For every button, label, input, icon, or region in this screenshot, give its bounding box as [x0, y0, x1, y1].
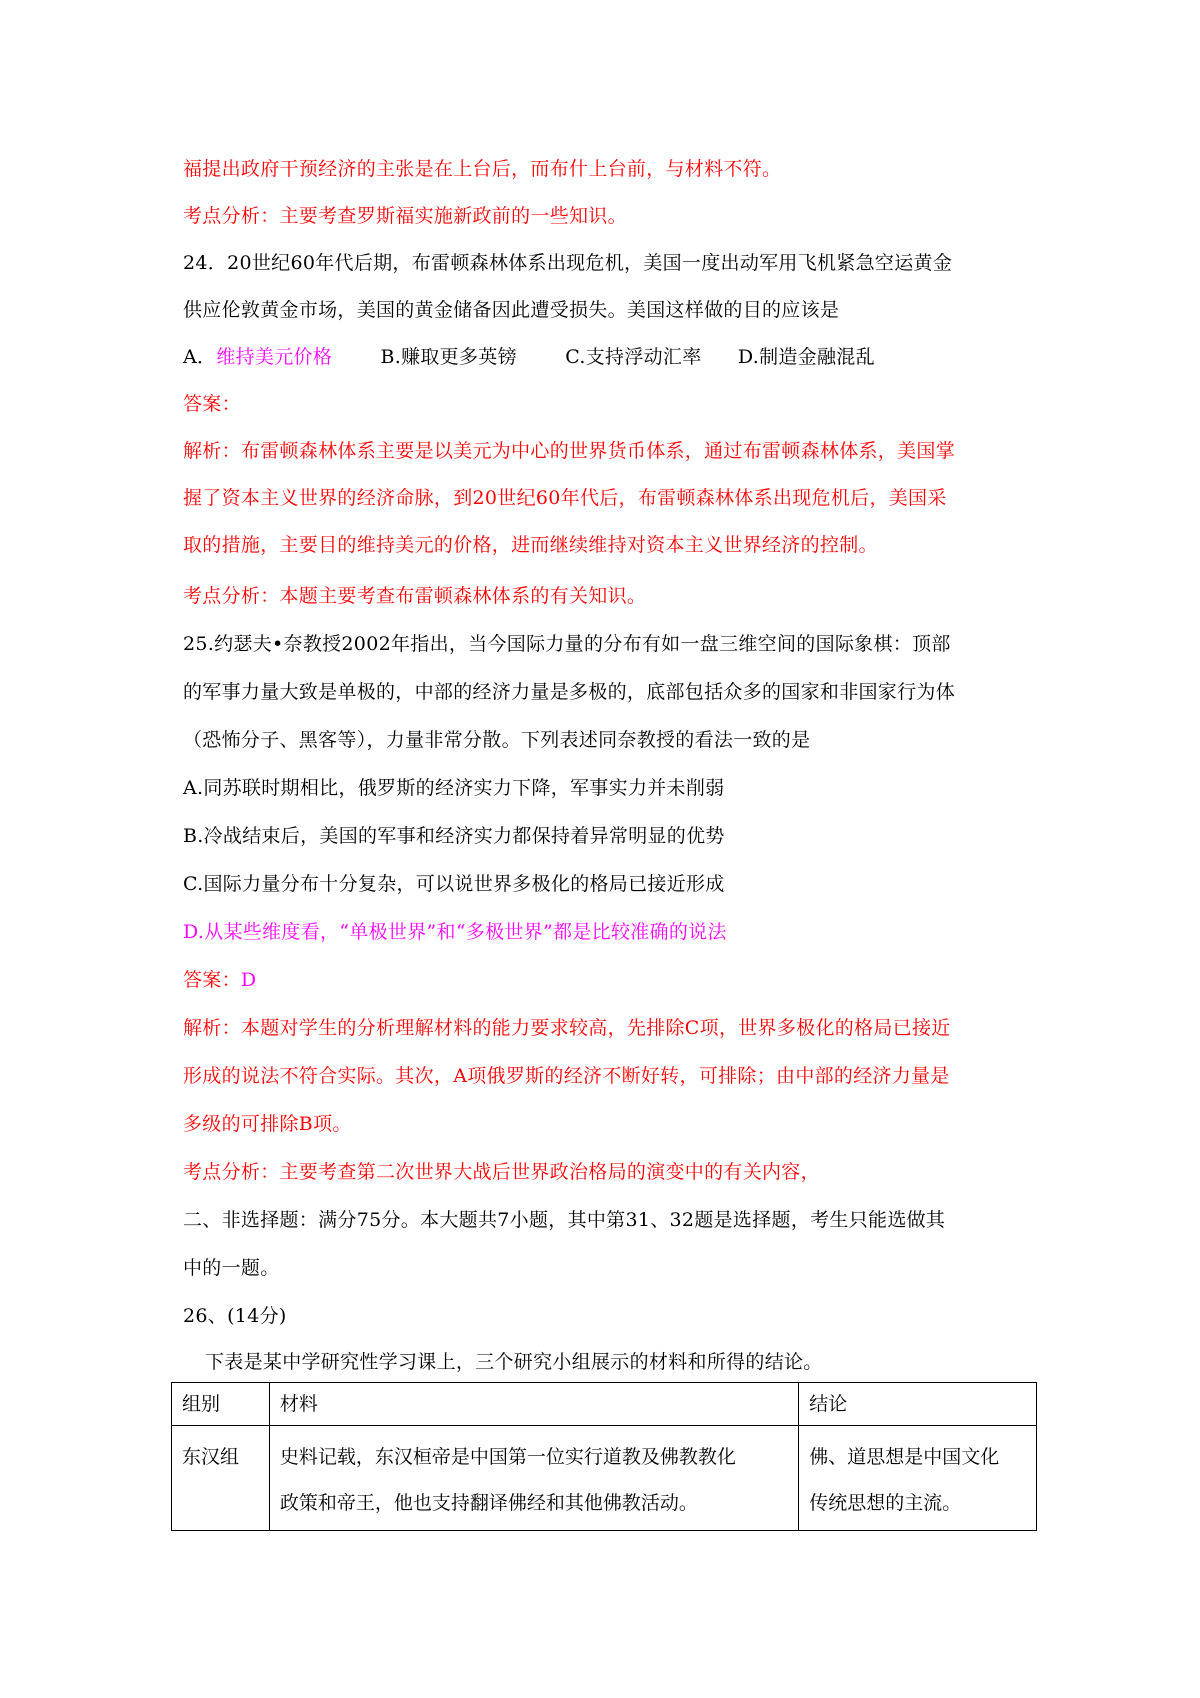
- option-a-line: A.同苏联时期相比，俄罗斯的经济实力下降，军事实力并未削弱: [183, 777, 725, 799]
- key-point-line: 考点分析：主要考查第二次世界大战后世界政治格局的演变中的有关内容，: [183, 1161, 820, 1183]
- cell-conclusion-line: 传统思想的主流。: [809, 1492, 962, 1514]
- answer-label: 答案：: [183, 969, 241, 991]
- table-row: [172, 1426, 1037, 1531]
- cell-material-line: 政策和帝王，他也支持翻译佛经和其他佛教活动。: [279, 1492, 698, 1514]
- question-24-options: [183, 343, 875, 371]
- cell-group: 东汉组: [172, 1426, 270, 1531]
- header-conclusion: 结论: [799, 1383, 1037, 1426]
- analysis-line: 多级的可排除B项。: [183, 1113, 352, 1135]
- analysis-line: 取的措施，主要目的维持美元的价格，进而继续维持对资本主义世界经济的控制。: [183, 534, 878, 556]
- answer-value: D: [240, 969, 257, 991]
- answer-label: 答案：: [183, 393, 241, 415]
- analysis-line: 形成的说法不符合实际。其次，A项俄罗斯的经济不断好转，可排除；由中部的经济力量是: [183, 1065, 950, 1087]
- analysis-line: 解析：本题对学生的分析理解材料的能力要求较高，先排除C项，世界多极化的格局已接近: [183, 1017, 951, 1039]
- cell-conclusion-line: 佛、道思想是中国文化: [809, 1446, 1000, 1468]
- option-d: D.制造金融混乱: [737, 346, 875, 368]
- option-a-text: 维持美元价格: [216, 346, 333, 368]
- table-header-row: [172, 1383, 1037, 1426]
- q25-answer: [183, 966, 256, 994]
- option-c: C.支持浮动汇率: [565, 346, 702, 368]
- question-24-line: 24．20世纪60年代后期，布雷顿森林体系出现危机，美国一度出动军用飞机紧急空运黄金: [183, 252, 953, 274]
- question-26-title: 26、(14分): [183, 1305, 287, 1327]
- paragraph-line: 福提出政府干预经济的主张是在上台后，而布什上台前，与材料不符。: [183, 158, 782, 180]
- research-table: [171, 1382, 1037, 1531]
- option-c-line: C.国际力量分布十分复杂，可以说世界多极化的格局已接近形成: [183, 873, 725, 895]
- cell-material-line: 史料记载，东汉桓帝是中国第一位实行道教及佛教教化: [279, 1446, 736, 1468]
- analysis-line: 握了资本主义世界的经济命脉，到20世纪60年代后，布雷顿森林体系出现危机后，美国采: [183, 487, 947, 509]
- option-b: B.赚取更多英镑: [380, 346, 517, 368]
- question-24-line: 供应伦敦黄金市场，美国的黄金储备因此遭受损失。美国这样做的目的应该是: [183, 299, 840, 321]
- option-b-line: B.冷战结束后，美国的军事和经济实力都保持着异常明显的优势: [183, 825, 725, 847]
- header-material: 材料: [269, 1383, 798, 1426]
- option-d-line: D.从某些维度看，“单极世界”和“多极世界”都是比较准确的说法: [183, 921, 727, 943]
- question-25-line: 25.约瑟夫•奈教授2002年指出，当今国际力量的分布有如一盘三维空间的国际象棋：顶部: [183, 633, 951, 655]
- question-25-line: 的军事力量大致是单极的，中部的经济力量是多极的，底部包括众多的国家和非国家行为体: [183, 681, 956, 703]
- paragraph-line: 考点分析：主要考查罗斯福实施新政前的一些知识。: [183, 205, 627, 227]
- section-heading: 二、非选择题：满分75分。本大题共7小题，其中第31、32题是选择题，考生只能选做其: [183, 1209, 946, 1231]
- cell-material: [269, 1426, 798, 1531]
- cell-conclusion: [799, 1426, 1037, 1531]
- analysis-line: 解析：布雷顿森林体系主要是以美元为中心的世界货币体系，通过布雷顿森林体系，美国掌: [183, 440, 956, 462]
- section-heading-cont: 中的一题。: [183, 1257, 280, 1279]
- header-group: 组别: [172, 1383, 270, 1426]
- option-a-prefix: A．: [183, 346, 217, 368]
- question-26-intro: 下表是某中学研究性学习课上，三个研究小组展示的材料和所得的结论。: [205, 1351, 823, 1373]
- key-point-line: 考点分析：本题主要考查布雷顿森林体系的有关知识。: [183, 585, 647, 607]
- question-25-line: （恐怖分子、黑客等），力量非常分散。下列表述同奈教授的看法一致的是: [183, 729, 811, 751]
